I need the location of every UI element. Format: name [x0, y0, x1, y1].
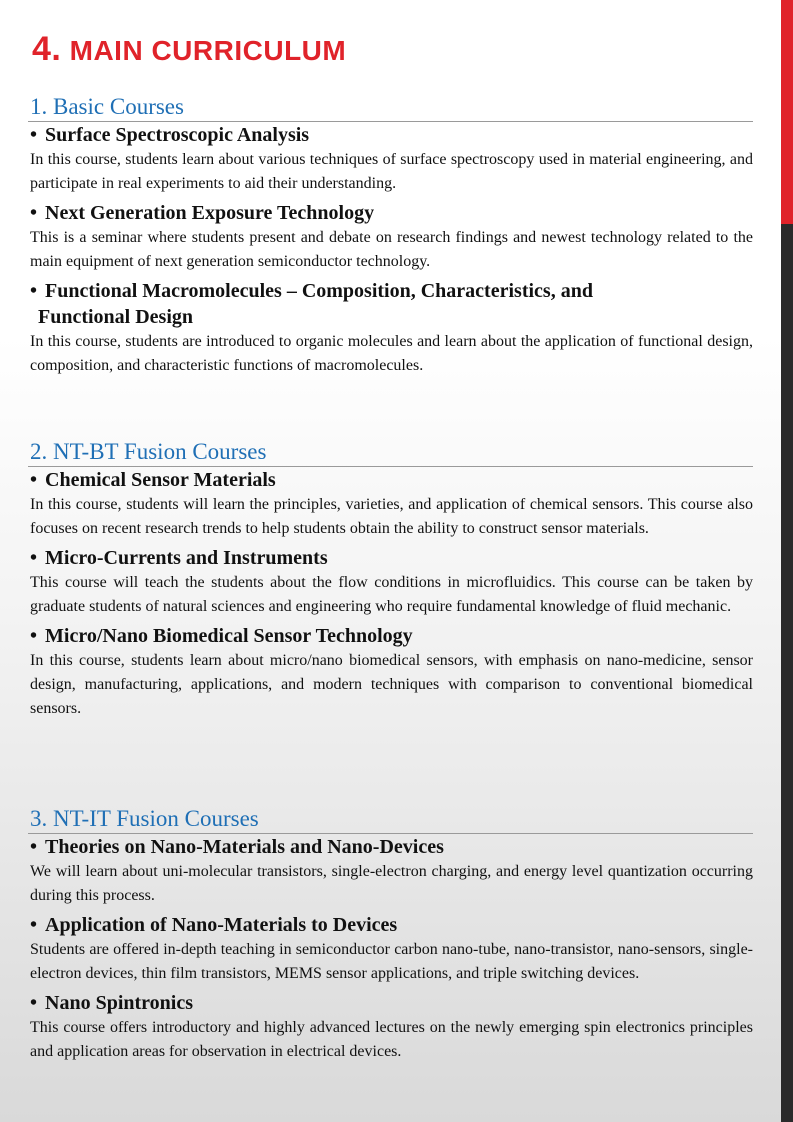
section-nt-bt-fusion-courses: [28, 438, 753, 725]
course-title: • Chemical Sensor Materials: [30, 469, 276, 491]
course-item: [28, 122, 753, 196]
course-item: [28, 545, 753, 619]
course-description: In this course, students will learn the principles, varieties, and application of chemical sensors. This course also focuses on recent research trends to help students obtain the ability to construct sensor materials.: [30, 496, 753, 537]
section-heading: 2. NT-BT Fusion Courses: [28, 438, 753, 467]
course-description: In this course, students are introduced to organic molecules and learn about the application of functional design, composition, and characteristic functions of macromolecules.: [30, 333, 753, 374]
side-accent-bar-red: [781, 0, 793, 224]
course-description: We will learn about uni-molecular transistors, single-electron charging, and energy level quantization occurring during this process.: [30, 863, 753, 904]
course-description: Students are offered in-depth teaching in semiconductor carbon nano-tube, nano-transistor, nano-sensors, single-electron devices, thin film transistors, MEMS sensor applications, and triple switching devices.: [30, 941, 753, 982]
course-item: [28, 912, 753, 986]
side-accent-bar-dark: [781, 224, 793, 1122]
course-title: • Surface Spectroscopic Analysis: [30, 124, 310, 146]
course-description: In this course, students learn about various techniques of surface spectroscopy used in material engineering, and participate in real experiments to aid their understanding.: [30, 151, 753, 192]
course-item: [28, 278, 753, 378]
page-title-number: 4.: [32, 30, 62, 68]
course-title: • Theories on Nano-Materials and Nano-Devices: [30, 836, 444, 858]
page-title: [32, 30, 346, 69]
course-item: [28, 990, 753, 1064]
course-item: [28, 623, 753, 721]
course-description: This course will teach the students about the flow conditions in microfluidics. This course can be taken by graduate students of natural sciences and engineering who require fundamental knowledge of fluid mechanic.: [30, 574, 753, 615]
course-item: [28, 200, 753, 274]
course-title: • Functional Macromolecules – Composition, Characteristics, and Functional Design: [30, 280, 593, 328]
course-title: • Micro-Currents and Instruments: [30, 547, 328, 569]
section-nt-it-fusion-courses: [28, 805, 753, 1068]
section-heading: 1. Basic Courses: [28, 93, 753, 122]
course-description: This is a seminar where students present and debate on research findings and newest technology related to the main equipment of next generation semiconductor technology.: [30, 229, 753, 270]
course-description: In this course, students learn about micro/nano biomedical sensors, with emphasis on nano-medicine, sensor design, manufacturing, applications, and modern techniques with comparison to conventional biomedical sensors.: [30, 652, 753, 717]
course-description: This course offers introductory and highly advanced lectures on the newly emerging spin electronics principles and application areas for observation in electrical devices.: [30, 1019, 753, 1060]
course-title: • Micro/Nano Biomedical Sensor Technology: [30, 625, 413, 647]
course-title: • Application of Nano-Materials to Devices: [30, 914, 398, 936]
section-heading: 3. NT-IT Fusion Courses: [28, 805, 753, 834]
page-title-text: MAIN CURRICULUM: [69, 35, 347, 66]
course-item: [28, 467, 753, 541]
section-basic-courses: [28, 93, 753, 382]
course-item: [28, 834, 753, 908]
course-title: • Nano Spintronics: [30, 992, 194, 1014]
course-title: • Next Generation Exposure Technology: [30, 202, 375, 224]
